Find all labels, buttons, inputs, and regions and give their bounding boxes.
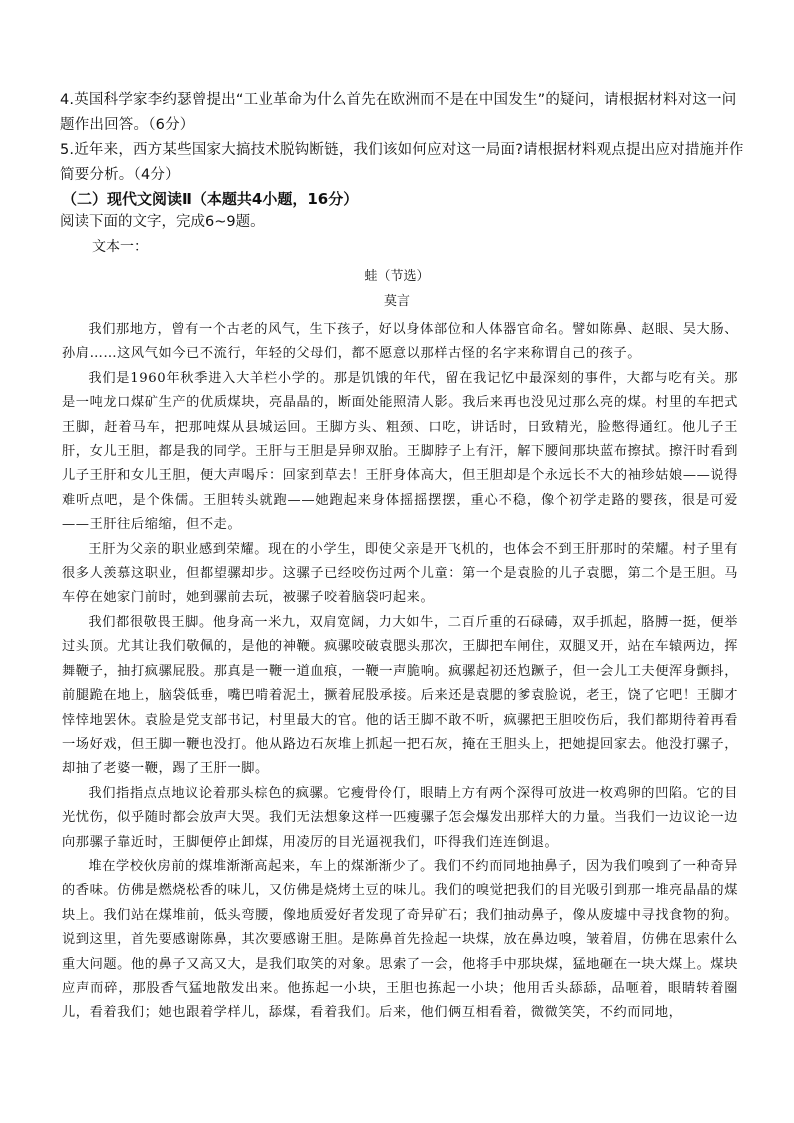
article-title: 蛙（节选） (364, 269, 430, 284)
article-paragraph: 我们那地方，曾有一个古老的风气，生下孩子，好以身体部位和人体器官命名。譬如陈鼻、赵眼、吴大肠、孙肩……这风气如今已不流行，年轻的父母们，都不愿意以那样古怪的名字来称谓自己的孩子。 (62, 322, 738, 362)
question-4: 4.英国科学家李约瑟曾提出“工业革命为什么首先在欧洲而不是在中国发生”的疑问，请根据材料对这一问题作出回答。（6分） (60, 92, 737, 133)
section-title: （二）现代文阅读Ⅱ（本题共4小题，16分） (62, 190, 359, 208)
article-paragraph: 堆在学校伙房前的煤堆渐渐高起来，车上的煤渐渐少了。我们不约而同地抽鼻子，因为我们嗅到了一种奇异的香味。仿佛是燃烧松香的味儿，又仿佛是烧烤土豆的味儿。我们的嗅觉把我们的目光吸引到那一堆亮晶晶的煤块上。我们站在煤堆前，低头弯腰，像地质爱好者发现了奇异矿石；我们抽动鼻子，像从废墟中寻找食物的狗。说到这里，首先要感谢陈鼻，其次要感谢王胆。是陈鼻首先捡起一块煤，放在鼻边嗅，皱着眉，仿佛在思索什么重大问题。他的鼻子又高又大，是我们取笑的对象。思索了一会，他将手中那块煤，猛地砸在一块大煤上。煤块应声而碎，那股香气猛地散发出来。他拣起一小块，王胆也拣起一小块；他用舌头舔舔，品咂着，眼睛转着圈儿，看着我们；她也跟着学样儿，舔煤，看着我们。后来，他们俩互相看着，微微笑笑，不约而同地， (62, 858, 738, 1021)
question-5: 5.近年来，西方某些国家大搞技术脱钩断链，我们该如何应对这一局面?请根据材料观点提出应对措施并作简要分析。（4分） (60, 142, 744, 183)
reading-instruction: 阅读下面的文字，完成6~9题。 (60, 214, 265, 230)
article-paragraph: 王肝为父亲的职业感到荣耀。现在的小学生，即使父亲是开飞机的，也体会不到王肝那时的荣耀。村子里有很多人羡慕这职业，但都望骡却步。这骡子已经咬伤过两个儿童：第一个是袁脸的儿子袁腮，第二个是王胆。马车停在她家门前时，她到骡前去玩，被骡子咬着脑袋叼起来。 (62, 541, 738, 606)
article-paragraph: 我们都很敬畏王脚。他身高一米九，双肩宽阔，力大如牛，二百斤重的石碌碡，双手抓起，胳膊一挺，便举过头顶。尤其让我们敬佩的，是他的神鞭。疯骡咬破袁腮头那次，王脚把车闸住，双腿叉开，站在车辕两边，挥舞鞭子，抽打疯骡屁股。那真是一鞭一道血痕，一鞭一声脆响。疯骡起初还尥蹶子，但一会儿工夫便浑身颤抖，前腿跪在地上，脑袋低垂，嘴巴啃着泥土，撅着屁股承接。后来还是袁腮的爹袁脸说，老王，饶了它吧！王脚才悻悻地罢休。袁脸是党支部书记，村里最大的官。他的话王脚不敢不听，疯骡把王胆咬伤后，我们都期待着再看一场好戏，但王脚一鞭也没打。他从路边石灰堆上抓起一把石灰，掩在王胆头上，把她提回家去。他没打骡子，却抽了老婆一鞭，踢了王肝一脚。 (62, 614, 738, 777)
article-author: 莫言 (383, 294, 410, 309)
article-paragraph: 我们指指点点地议论着那头棕色的疯骡。它瘦骨伶仃，眼睛上方有两个深得可放进一枚鸡卵的凹陷。它的目光忧伤，似乎随时都会放声大哭。我们无法想象这样一匹瘦骡子怎会爆发出那样大的力量。当我们一边议论一边向那骡子靠近时，王脚便停止卸煤，用凌厉的目光逼视我们，吓得我们连连倒退。 (62, 785, 738, 850)
text-one-label: 文本一： (92, 239, 148, 255)
article-paragraph: 我们是1960年秋季进入大羊栏小学的。那是饥饿的年代，留在我记忆中最深刻的事件，大都与吃有关。那是一吨龙口煤矿生产的优质煤块，亮晶晶的，断面处能照清人影。我后来再也没见过那么亮的煤。村里的车把式王脚，赶着马车，把那吨煤从县城运回。王脚方头、粗颈、口吃，讲话时，日致精光，脸憋得通红。他儿子王肝，女儿王胆，都是我的同学。王肝与王胆是异卵双胎。王脚脖子上有汗，解下腰间那块蓝布擦拭。擦汗时看到儿子王肝和女儿王胆，便大声喝斥：回家到草去！王肝身体高大，但王胆却是个永远长不大的袖珍姑娘——说得难听点吧，是个侏儒。王胆转头就跑——她跑起来身体摇摇摆摆，重心不稳，像个初学走路的婴孩，很是可爱——王肝往后缩缩，但不走。 (62, 370, 738, 533)
article-body (62, 318, 738, 1026)
